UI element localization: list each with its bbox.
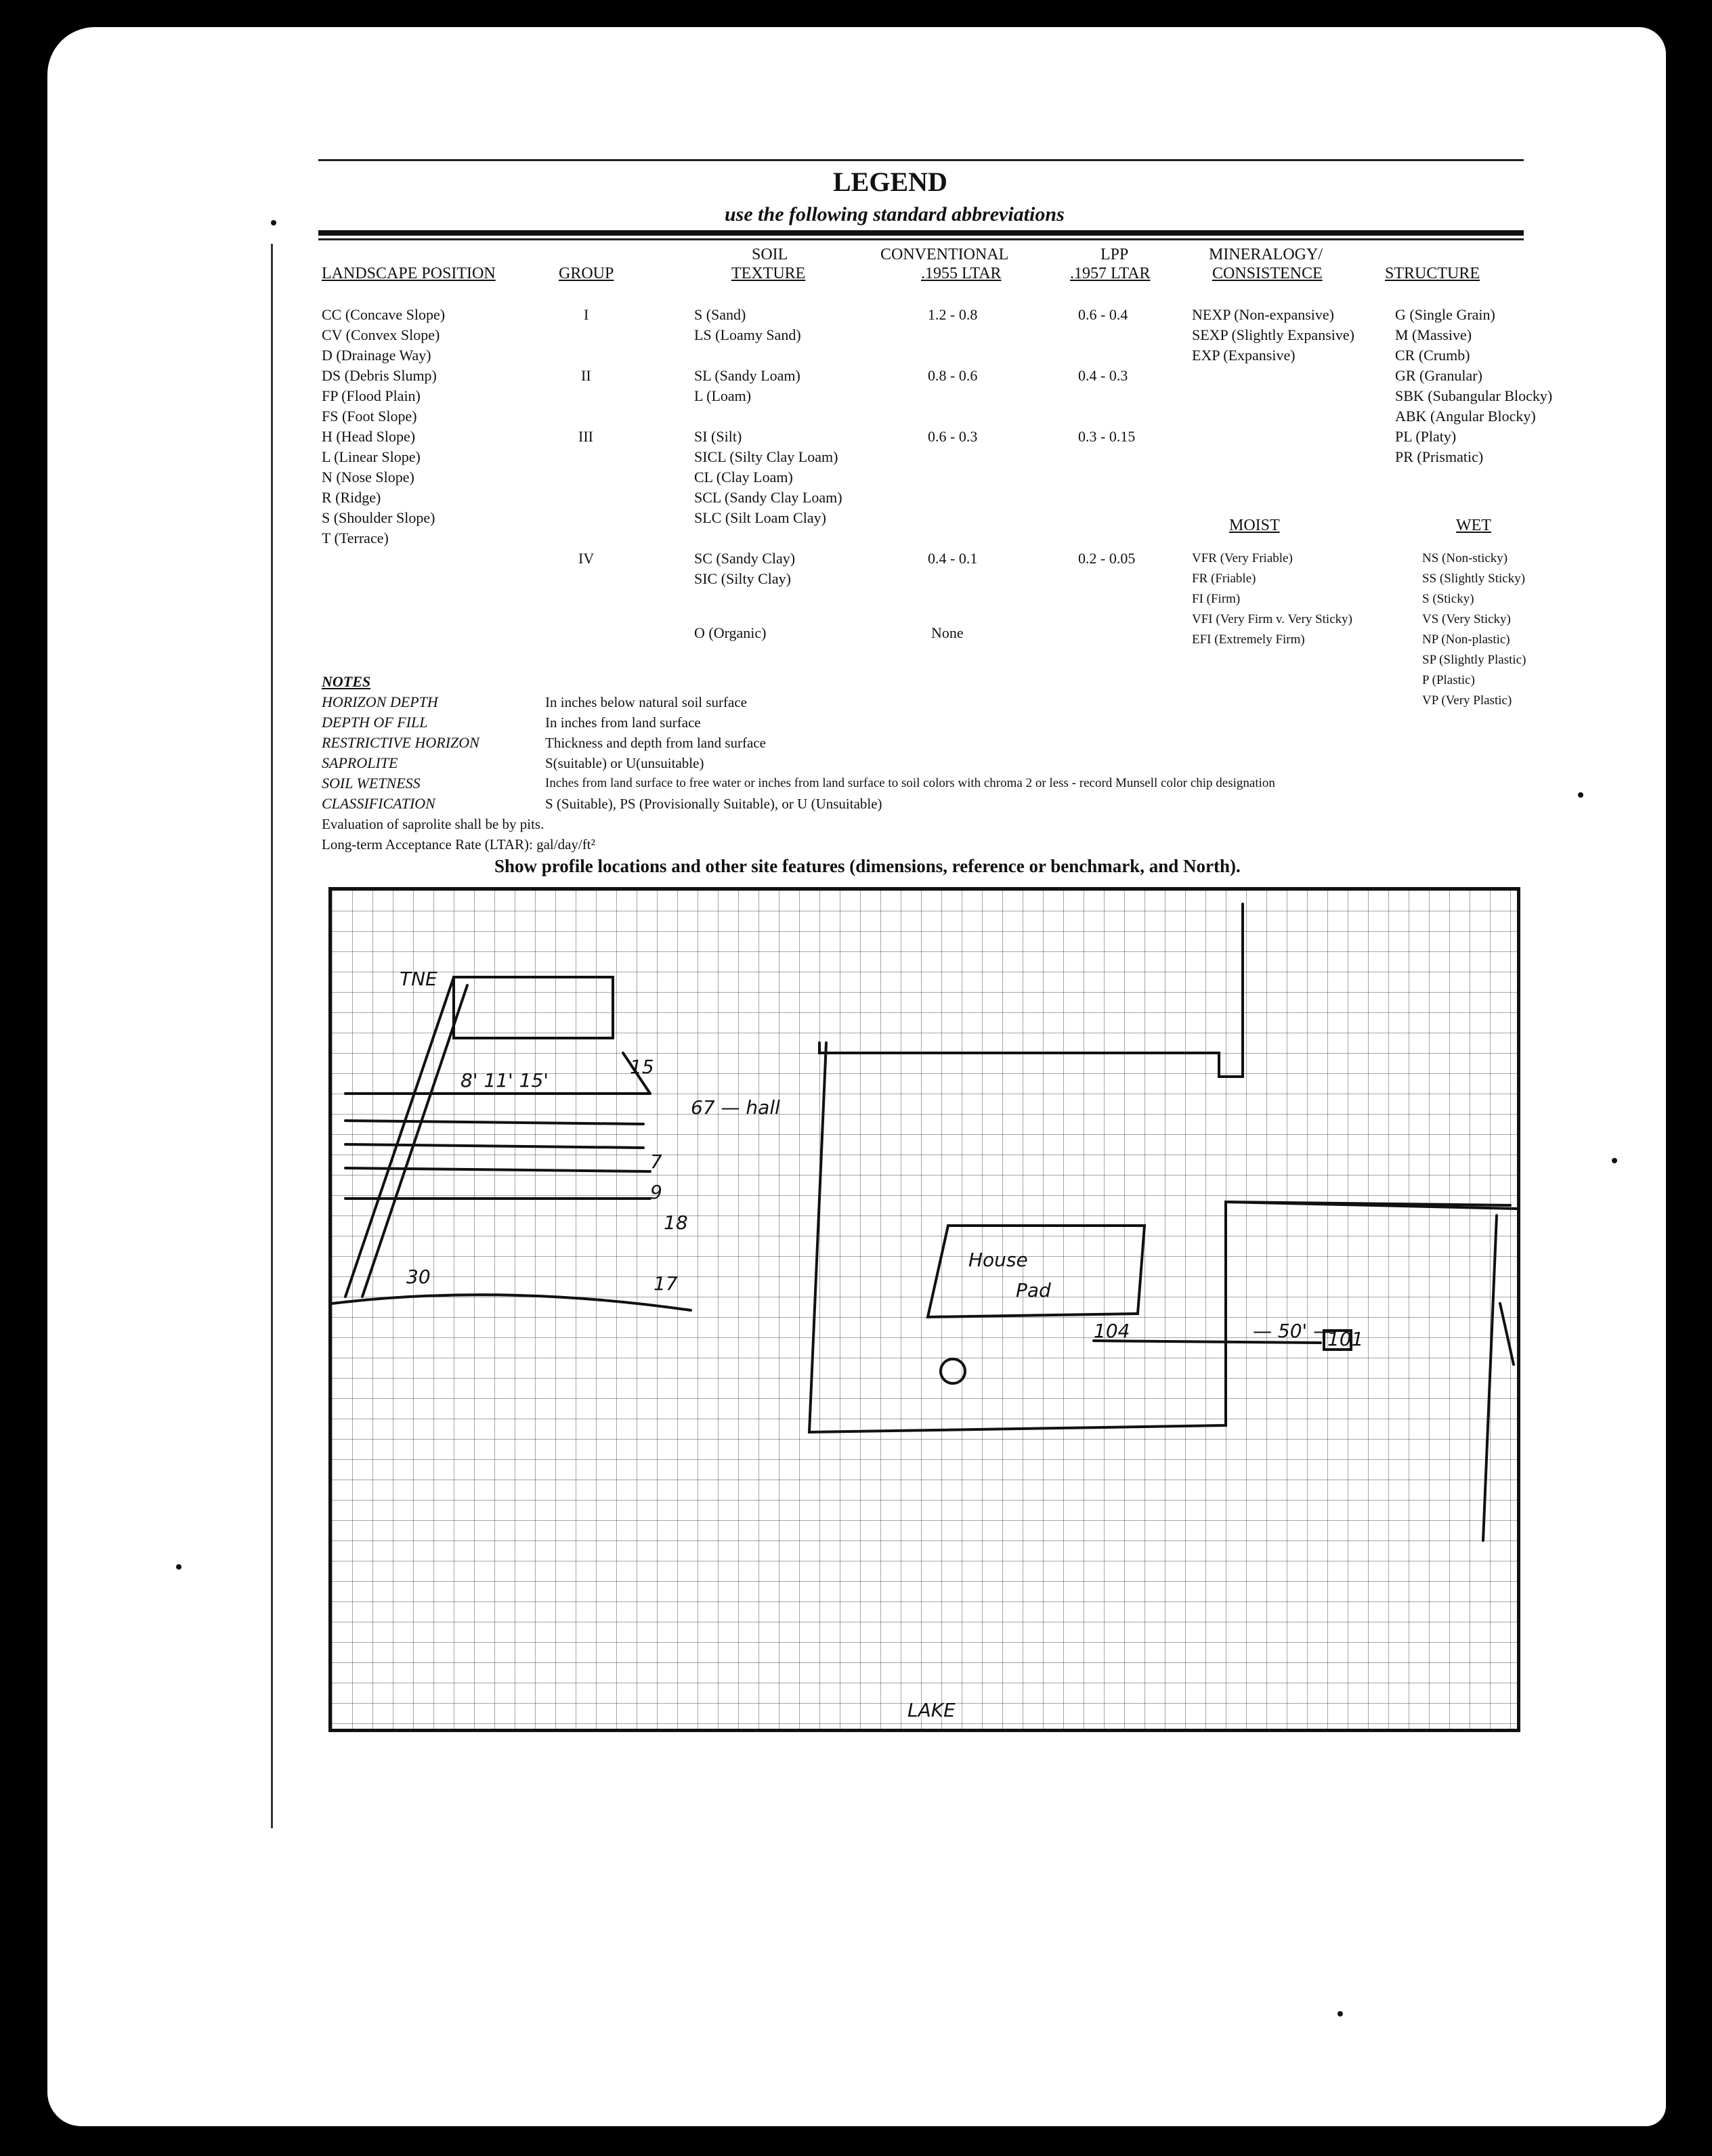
wet-item: S (Sticky) — [1422, 592, 1474, 606]
landscape-item: S (Shoulder Slope) — [322, 509, 435, 526]
texture-item: SIC (Silty Clay) — [694, 570, 792, 587]
note-text: In inches from land surface — [545, 714, 701, 731]
note-15: 15 — [630, 1056, 654, 1078]
texture-item: S (Sand) — [694, 306, 746, 323]
structure-item: CR (Crumb) — [1395, 347, 1470, 364]
header-structure: STRUCTURE — [1385, 265, 1480, 282]
header-consistence: CONSISTENCE — [1212, 265, 1323, 282]
structure-item: PR (Prismatic) — [1395, 448, 1484, 465]
pad-label: Pad — [1016, 1279, 1051, 1301]
note-50ft: — 50' — — [1253, 1320, 1333, 1342]
ltar1957-iii: 0.3 - 0.15 — [1078, 428, 1136, 445]
note-evaluation: Evaluation of saprolite shall be by pits. — [322, 816, 544, 832]
header-landscape-position: LANDSCAPE POSITION — [322, 265, 496, 282]
note-17: 17 — [654, 1272, 678, 1295]
site-instructions: Show profile locations and other site features (dimensions, reference or benchmark, and North). — [494, 856, 1241, 876]
note-text: S (Suitable), PS (Provisionally Suitable), or U (Unsuitable) — [545, 796, 882, 812]
moist-item: FR (Friable) — [1192, 572, 1256, 586]
group-iv: IV — [578, 550, 595, 567]
texture-item: SLC (Silt Loam Clay) — [694, 509, 826, 526]
landscape-item: T (Terrace) — [322, 530, 389, 546]
header-group: GROUP — [559, 265, 614, 282]
ltar1957-ii: 0.4 - 0.3 — [1078, 367, 1128, 384]
header-1955-ltar: .1955 LTAR — [921, 265, 1002, 282]
note-label: SAPROLITE — [322, 754, 398, 771]
curve-line — [332, 1295, 691, 1310]
header-conventional: CONVENTIONAL — [880, 246, 1009, 263]
texture-item: SC (Sandy Clay) — [694, 550, 796, 567]
note-label: RESTRICTIVE HORIZON — [322, 734, 479, 751]
header-texture: TEXTURE — [731, 265, 806, 282]
structure-item: SBK (Subangular Blocky) — [1395, 387, 1553, 404]
texture-group-ii — [694, 366, 800, 406]
drive-line — [345, 977, 454, 1297]
note-label: DEPTH OF FILL — [322, 714, 428, 731]
ltar1955-iv: 0.4 - 0.1 — [928, 550, 978, 567]
notes-heading: NOTES — [322, 673, 371, 690]
structure-item: PL (Platy) — [1395, 428, 1457, 445]
top-rule — [318, 159, 1524, 161]
note-67-hall: 67 — hall — [691, 1096, 780, 1119]
texture-item: LS (Loamy Sand) — [694, 326, 801, 343]
legend-title: LEGEND — [833, 167, 947, 197]
landscape-item: N (Nose Slope) — [322, 469, 414, 486]
right-boundary — [1483, 1215, 1497, 1540]
texture-item: SI (Silt) — [694, 428, 742, 445]
small-structure-outline — [454, 977, 613, 1038]
header-soil: SOIL — [752, 246, 788, 263]
mineralogy-list — [1192, 305, 1354, 366]
notes-texts — [545, 692, 1275, 814]
header-rule — [318, 230, 1524, 236]
wet-item: NS (Non-sticky) — [1422, 551, 1508, 565]
mineralogy-item: EXP (Expansive) — [1192, 347, 1296, 364]
header-wet: WET — [1456, 517, 1491, 534]
header-mineralogy: MINERALOGY/ — [1209, 246, 1323, 263]
landscape-item: DS (Debris Slump) — [322, 367, 437, 384]
note-text: Inches from land surface to free water or inches from land surface to soil colors with chroma 2 or less - record Munsell color chip designation — [545, 776, 1275, 790]
edge-mark — [1500, 1303, 1514, 1364]
ltar1957-i: 0.6 - 0.4 — [1078, 306, 1128, 323]
margin-line — [271, 244, 273, 1828]
group-iii: III — [578, 428, 593, 445]
texture-group-i — [694, 305, 801, 345]
ltar1955-organic: None — [931, 624, 964, 641]
texture-group-iv — [694, 548, 795, 589]
structure-list — [1395, 305, 1552, 467]
landscape-item: D (Drainage Way) — [322, 347, 431, 364]
note-18: 18 — [664, 1211, 688, 1234]
profile-marker-1 — [941, 1359, 965, 1383]
group-i: I — [584, 306, 589, 323]
note-8-11: 8' 11' 15' — [461, 1069, 549, 1092]
texture-item: SL (Sandy Loam) — [694, 367, 800, 384]
note-box: 101 — [1327, 1328, 1364, 1350]
document-page — [47, 27, 1666, 2126]
site-sketch — [332, 890, 1517, 1729]
moist-item: VFR (Very Friable) — [1192, 551, 1293, 565]
wet-item: NP (Non-plastic) — [1422, 632, 1510, 647]
landscape-item: FP (Flood Plain) — [322, 387, 421, 404]
landscape-item: R (Ridge) — [322, 489, 381, 506]
house-pad-outline — [928, 1226, 1144, 1317]
note-label: SOIL WETNESS — [322, 775, 421, 792]
note-text: Thickness and depth from land surface — [545, 735, 766, 751]
landscape-item: CC (Concave Slope) — [322, 306, 446, 323]
texture-organic: O (Organic) — [694, 624, 767, 641]
wet-item: P (Plastic) — [1422, 673, 1475, 687]
structure-item: G (Single Grain) — [1395, 306, 1495, 323]
ltar1955-ii: 0.8 - 0.6 — [928, 367, 978, 384]
texture-item: SCL (Sandy Clay Loam) — [694, 489, 842, 506]
note-label: CLASSIFICATION — [322, 795, 435, 812]
setback-line — [345, 1121, 643, 1124]
ltar1957-iv: 0.2 - 0.05 — [1078, 550, 1136, 567]
texture-item: SICL (Silty Clay Loam) — [694, 448, 838, 465]
structure-item: M (Massive) — [1395, 326, 1472, 343]
lot-boundary — [809, 1043, 1510, 1432]
speck — [176, 1564, 181, 1570]
mineralogy-item: NEXP (Non-expansive) — [1192, 306, 1334, 323]
speck — [1612, 1158, 1617, 1163]
landscape-item: FS (Foot Slope) — [322, 408, 417, 425]
texture-item: L (Loam) — [694, 387, 752, 404]
landscape-item: H (Head Slope) — [322, 428, 416, 445]
legend-subtitle: use the following standard abbreviations — [725, 203, 1065, 225]
speck — [271, 220, 276, 225]
setback-line — [345, 1144, 643, 1148]
texture-item: CL (Clay Loam) — [694, 469, 793, 486]
note-104: 104 — [1094, 1320, 1130, 1342]
site-sketch-grid — [328, 887, 1520, 1732]
lake-label: LAKE — [907, 1699, 956, 1721]
speck — [1338, 2011, 1343, 2017]
ltar1955-iii: 0.6 - 0.3 — [928, 428, 978, 445]
landscape-item: L (Linear Slope) — [322, 448, 421, 465]
wet-item: SS (Slightly Sticky) — [1422, 572, 1526, 586]
note-7: 7 — [650, 1150, 662, 1173]
landscape-item: CV (Convex Slope) — [322, 326, 440, 343]
moist-item: FI (Firm) — [1192, 592, 1241, 606]
structure-item: ABK (Angular Blocky) — [1395, 408, 1536, 425]
wet-item: SP (Slightly Plastic) — [1422, 653, 1526, 667]
header-1957-ltar: .1957 LTAR — [1070, 265, 1151, 282]
lot-line — [819, 904, 1243, 1077]
wet-list — [1422, 548, 1526, 711]
note-9: 9 — [650, 1181, 662, 1203]
note-tne: TNE — [400, 968, 437, 990]
texture-group-iii — [694, 427, 842, 528]
header-moist: MOIST — [1229, 517, 1280, 534]
header-rule-thin — [318, 238, 1524, 240]
note-text: S(suitable) or U(unsuitable) — [545, 755, 704, 771]
note-ltar-units: Long-term Acceptance Rate (LTAR): gal/day/ft² — [322, 836, 595, 853]
note-text: In inches below natural soil surface — [545, 694, 747, 710]
drive-line — [362, 985, 467, 1297]
moist-list — [1192, 548, 1352, 650]
structure-item: GR (Granular) — [1395, 367, 1482, 384]
landscape-list — [322, 305, 445, 548]
group-ii: II — [581, 367, 591, 384]
note-label: HORIZON DEPTH — [322, 693, 438, 710]
note-30: 30 — [406, 1266, 431, 1288]
wet-item: VP (Very Plastic) — [1422, 693, 1512, 708]
wet-item: VS (Very Sticky) — [1422, 612, 1511, 626]
speck — [1578, 792, 1583, 798]
setback-line — [345, 1168, 650, 1171]
moist-item: EFI (Extremely Firm) — [1192, 632, 1305, 647]
mineralogy-item: SEXP (Slightly Expansive) — [1192, 326, 1354, 343]
ltar1955-i: 1.2 - 0.8 — [928, 306, 978, 323]
house-label: House — [968, 1249, 1028, 1271]
moist-item: VFI (Very Firm v. Very Sticky) — [1192, 612, 1352, 626]
header-lpp: LPP — [1100, 246, 1129, 263]
notes-labels — [322, 692, 479, 814]
